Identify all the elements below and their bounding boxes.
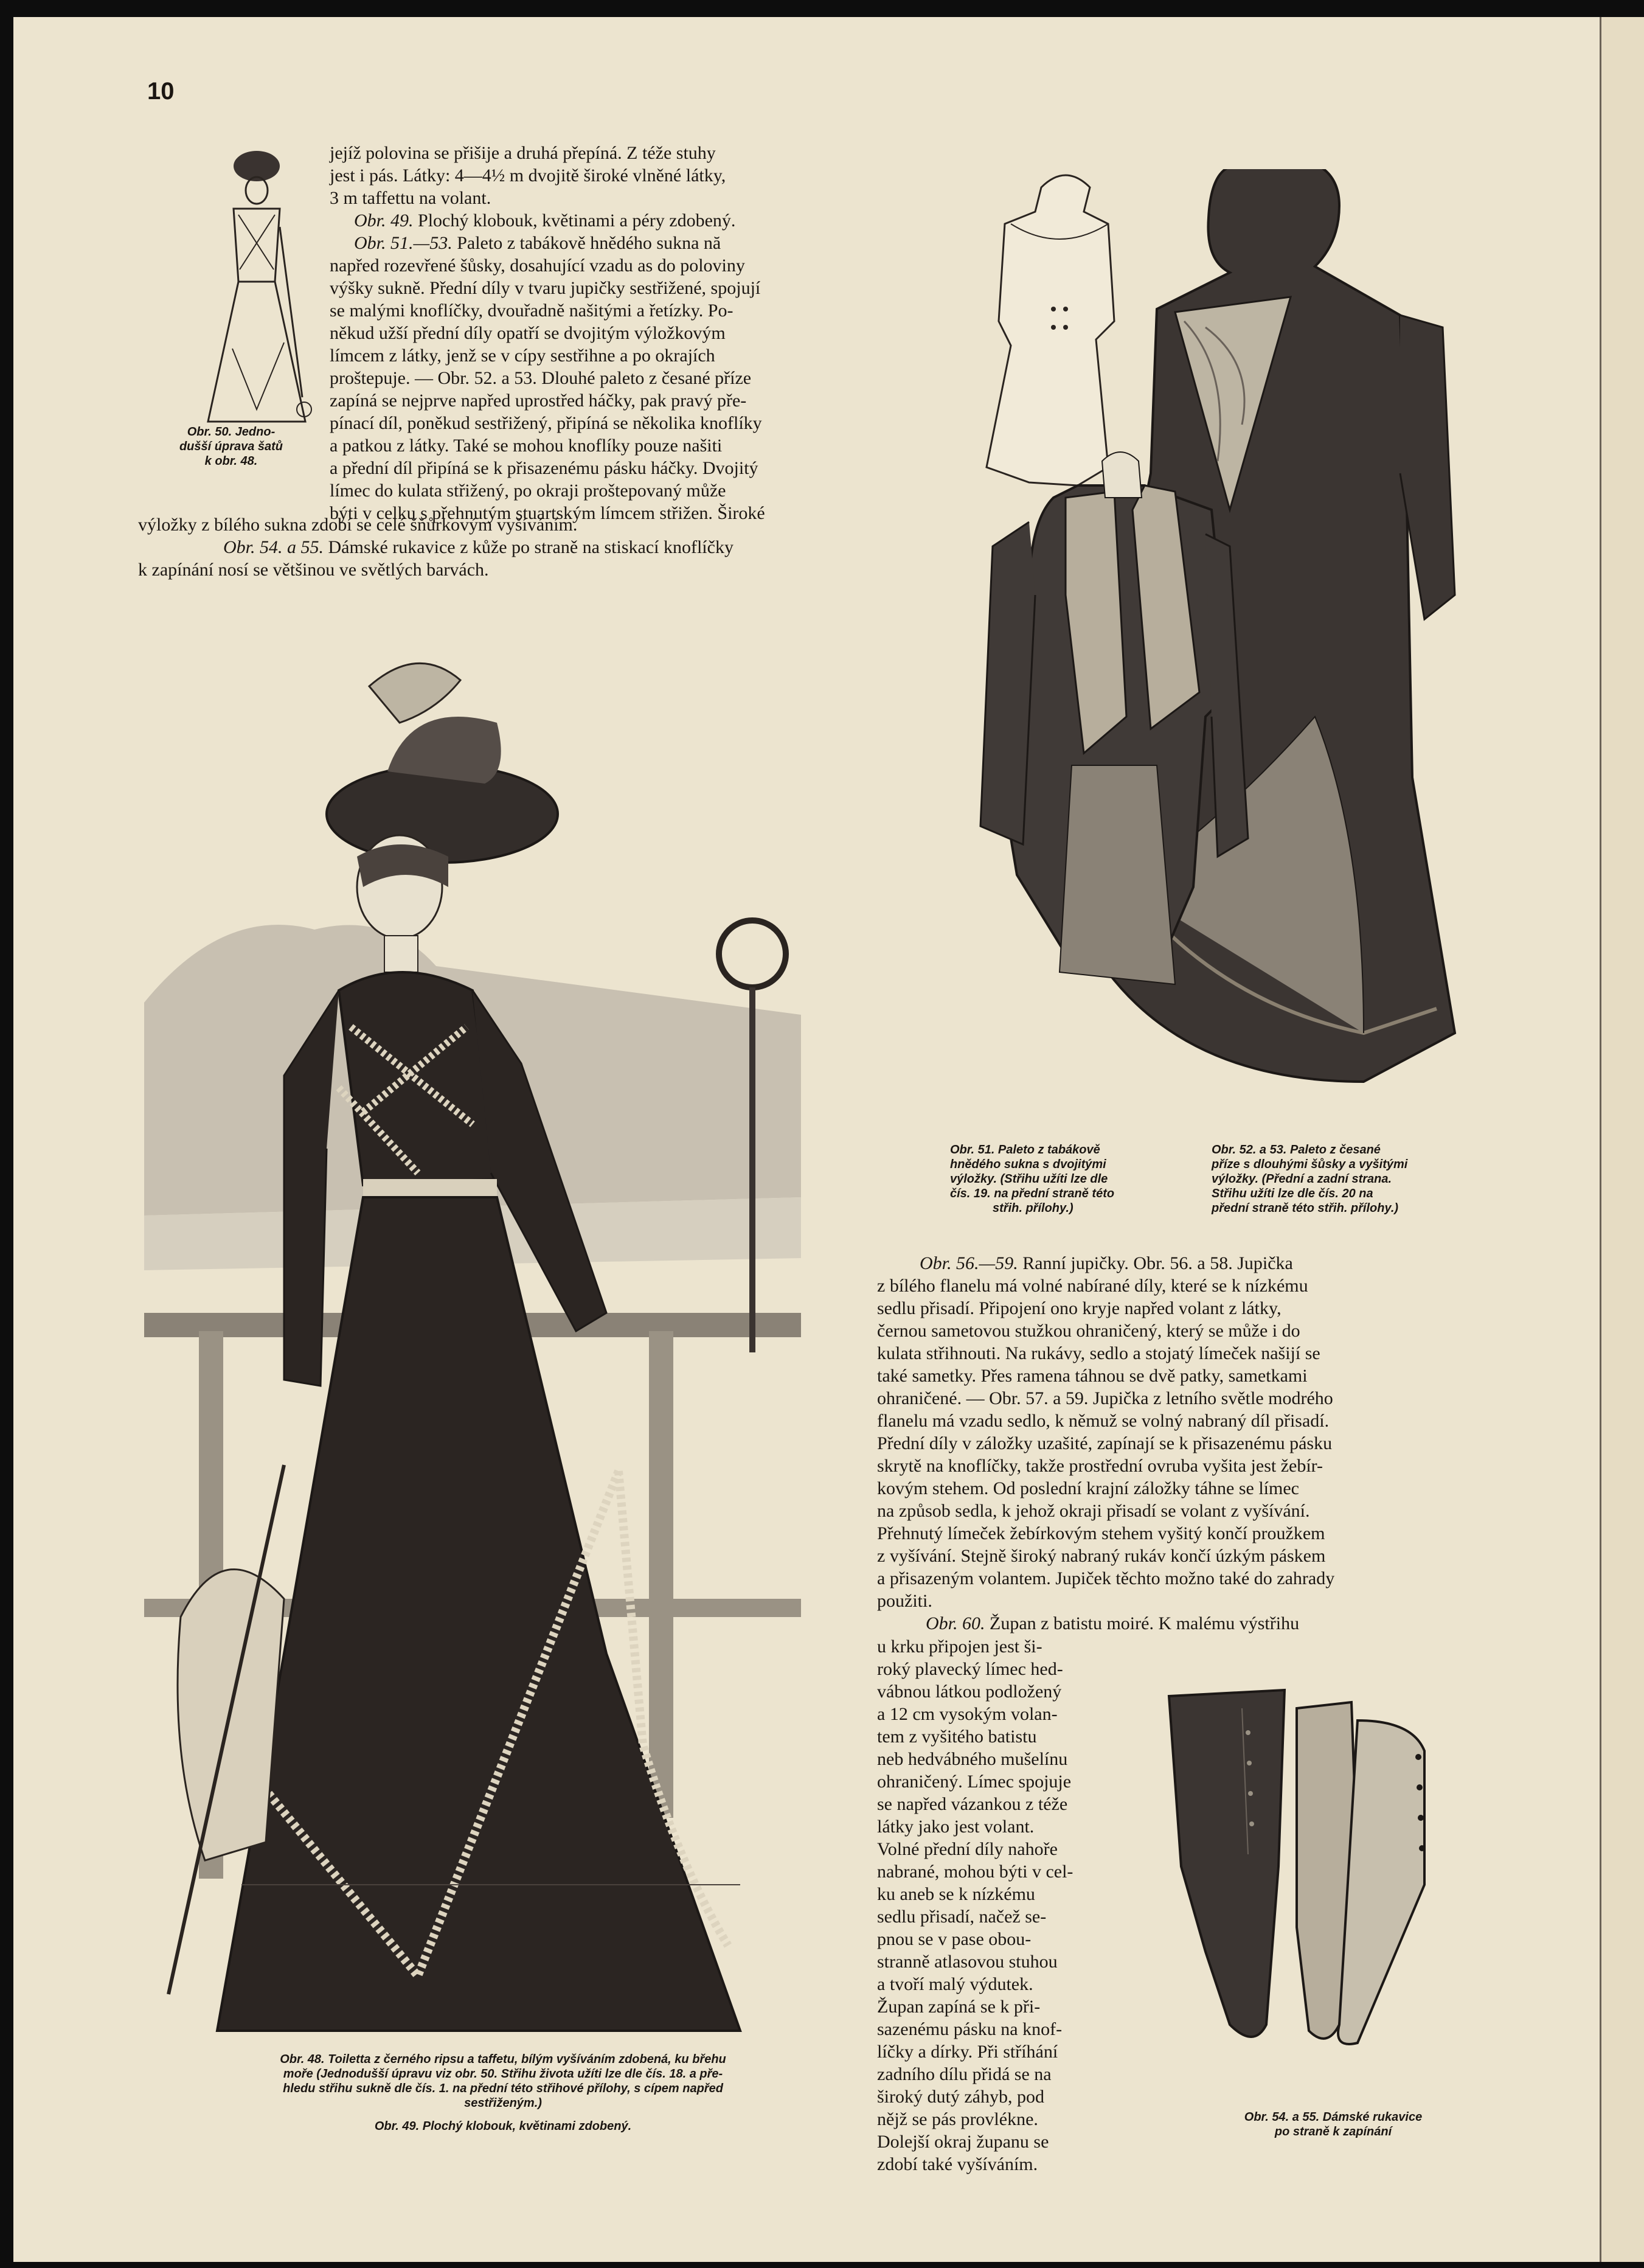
page-number: 10	[147, 78, 175, 105]
figure-obr51-53-paletos	[974, 169, 1473, 1106]
figure-ref-obr56: Obr. 56.—59.	[920, 1253, 1018, 1273]
figure-obr54-55-gloves	[1157, 1684, 1485, 2049]
right-narrow-column: u krku připojen jest ši- roký plavecký límec hed- vábnou látkou podložený a 12 cm vysokým volan- tem z vyšitého batistu neb hedvábného mušelínu ohraničený. Límec spojuje se napřed vázankou z téže látky jako jest volant. Volné přední díly nahoře nabrané, mohou býti v cel- ku aneb se k nízkému sedlu přisadí, načež se- pnou se v pase obou- stranně atlasovou stuhou a tvoří malý výdutek. Župan zapíná se k při- sazenému pásku na knof- líčky a dírky. Při stříhání zadního dílu přidá se na široký dutý záhyb, pod nějž se pás provlékne. Dolejší okraj županu se zdobí také vyšíváním.	[877, 1637, 1073, 2174]
figure-ref-obr51: Obr. 51.—53.	[354, 233, 453, 253]
figure-obr50-sketch	[196, 142, 317, 428]
figure-ref-obr60: Obr. 60.	[926, 1613, 985, 1633]
top-text-column: jejíž polovina se přišije a druhá přepíná. Z téže stuhy jest i pás. Látky: 4—4½ m dvojitě široké vlněné látky, 3 m taffettu na volant. Obr. 49. Plochý klobouk, květinami a péry zdobený. Obr. 51.—53. Paleto z tabákově hnědého sukna nă napřed rozevřené šůsky, dosahující vzadu as do poloviny výšky sukně. Přední díly v tvaru jupičky sestřižené, spojují se malými knoflíčky, dvouřadně našitými a řetízky. Po- někud užší přední díly opatří se dvojitým výložkovým límcem z látky, jenž se v cípy sestřihne a po okrajích proštepuje. — Obr. 52. a 53. Dlouhé paleto z česané příze zapíná se nejprve napřed uprostřed háčky, pak pravý pře- pínací díl, poněkud sestřižený, připíná se několika knoflíky a patkou z látky. Také se mohou knoflíky pouze našiti a přední díl připíná se k přisazenému pásku háčky. Dvojitý límec do kulata střižený, po okraji proštepovaný může býti v celku s přehnutým stuartským límcem střižen. Široké	[330, 143, 765, 523]
top-text-tail: výložky z bílého sukna zdobí se celé šňůrkovým vyšíváním. Obr. 54. a 55. Dámské rukavice z kůže po straně na stiskací knoflíčky k zapínání nosí se většinou ve světlých barvách.	[138, 515, 734, 580]
figure-ref-obr54: Obr. 54. a 55.	[223, 537, 324, 557]
caption-obr48: Obr. 48. Toiletta z černého ripsu a taffetu, bílým vyšíváním zdobená, ku břehu moře (Jednodušší úpravu viz obr. 50. Střihu života užíti lze dle čís. 18. a pře- hledu střihu sukně dle čís. 1. na přední této střihové přílohy, s cípem napřed sestřiženým.)	[280, 2053, 726, 2110]
caption-obr50: Obr. 50. Jedno- dušší úprava šatů k obr. 48.	[179, 425, 283, 468]
figure-ref-obr49: Obr. 49.	[354, 210, 414, 231]
caption-obr51: Obr. 51. Paleto z tabákově hnědého sukna s dvojitými výložky. (Střihu užíti lze dle čís. 19. na přední straně této střih. přílohy.)	[950, 1143, 1115, 1215]
adjacent-page-edge	[1601, 17, 1644, 2262]
right-text-column: Obr. 56.—59. Ranní jupičky. Obr. 56. a 58. Jupička z bílého flanelu má volné nabírané díly, které se k nízkému sedlu přisadí. Připojení ono kryje napřed volant z látky, černou sametovou stužkou ohraničený, který se může i do kulata střihnouti. Na rukávy, sedlo a stojatý límeček našijí se také sametky. Přes ramena táhnou se dvě patky, sametkami ohraničené. — Obr. 57. a 59. Jupička z letního světle modrého flanelu má vzadu sedlo, k němuž se volný nabraný díl přisadí. Přední díly v záložky uzašité, zapínají se k přisazenému pásku skrytě na knoflíčky, takže prostřední ovruba vyšita jest žebír- kovým stehem. Od poslední krajní záložky táhne se límec na způsob sedla, k jehož okraji přisadí se volant z vyšívání. Přehnutý límeček žebírkovým stehem vyšitý končí proužkem z vyšívání. Stejně široký nabraný rukáv končí úzkým páskem a přisazeným volantem. Jupiček těchto možno také do zahrady použiti. Obr. 60. Župan z batistu moiré. K malému výstřihu	[877, 1253, 1335, 1633]
magazine-page	[13, 17, 1619, 2262]
caption-obr54-55: Obr. 54. a 55. Dámské rukavice po straně k zapínání	[1244, 2110, 1423, 2138]
figure-obr48-toiletta	[132, 650, 831, 2049]
caption-obr52-53: Obr. 52. a 53. Paleto z česané příze s dlouhými šůsky a vyšitými výložky. (Přední a zadní strana. Střihu užíti lze dle čís. 20 na přední straně této střih. přílohy.)	[1212, 1143, 1408, 1215]
caption-obr49: Obr. 49. Plochý klobouk, květinami zdobený.	[374, 2120, 632, 2133]
